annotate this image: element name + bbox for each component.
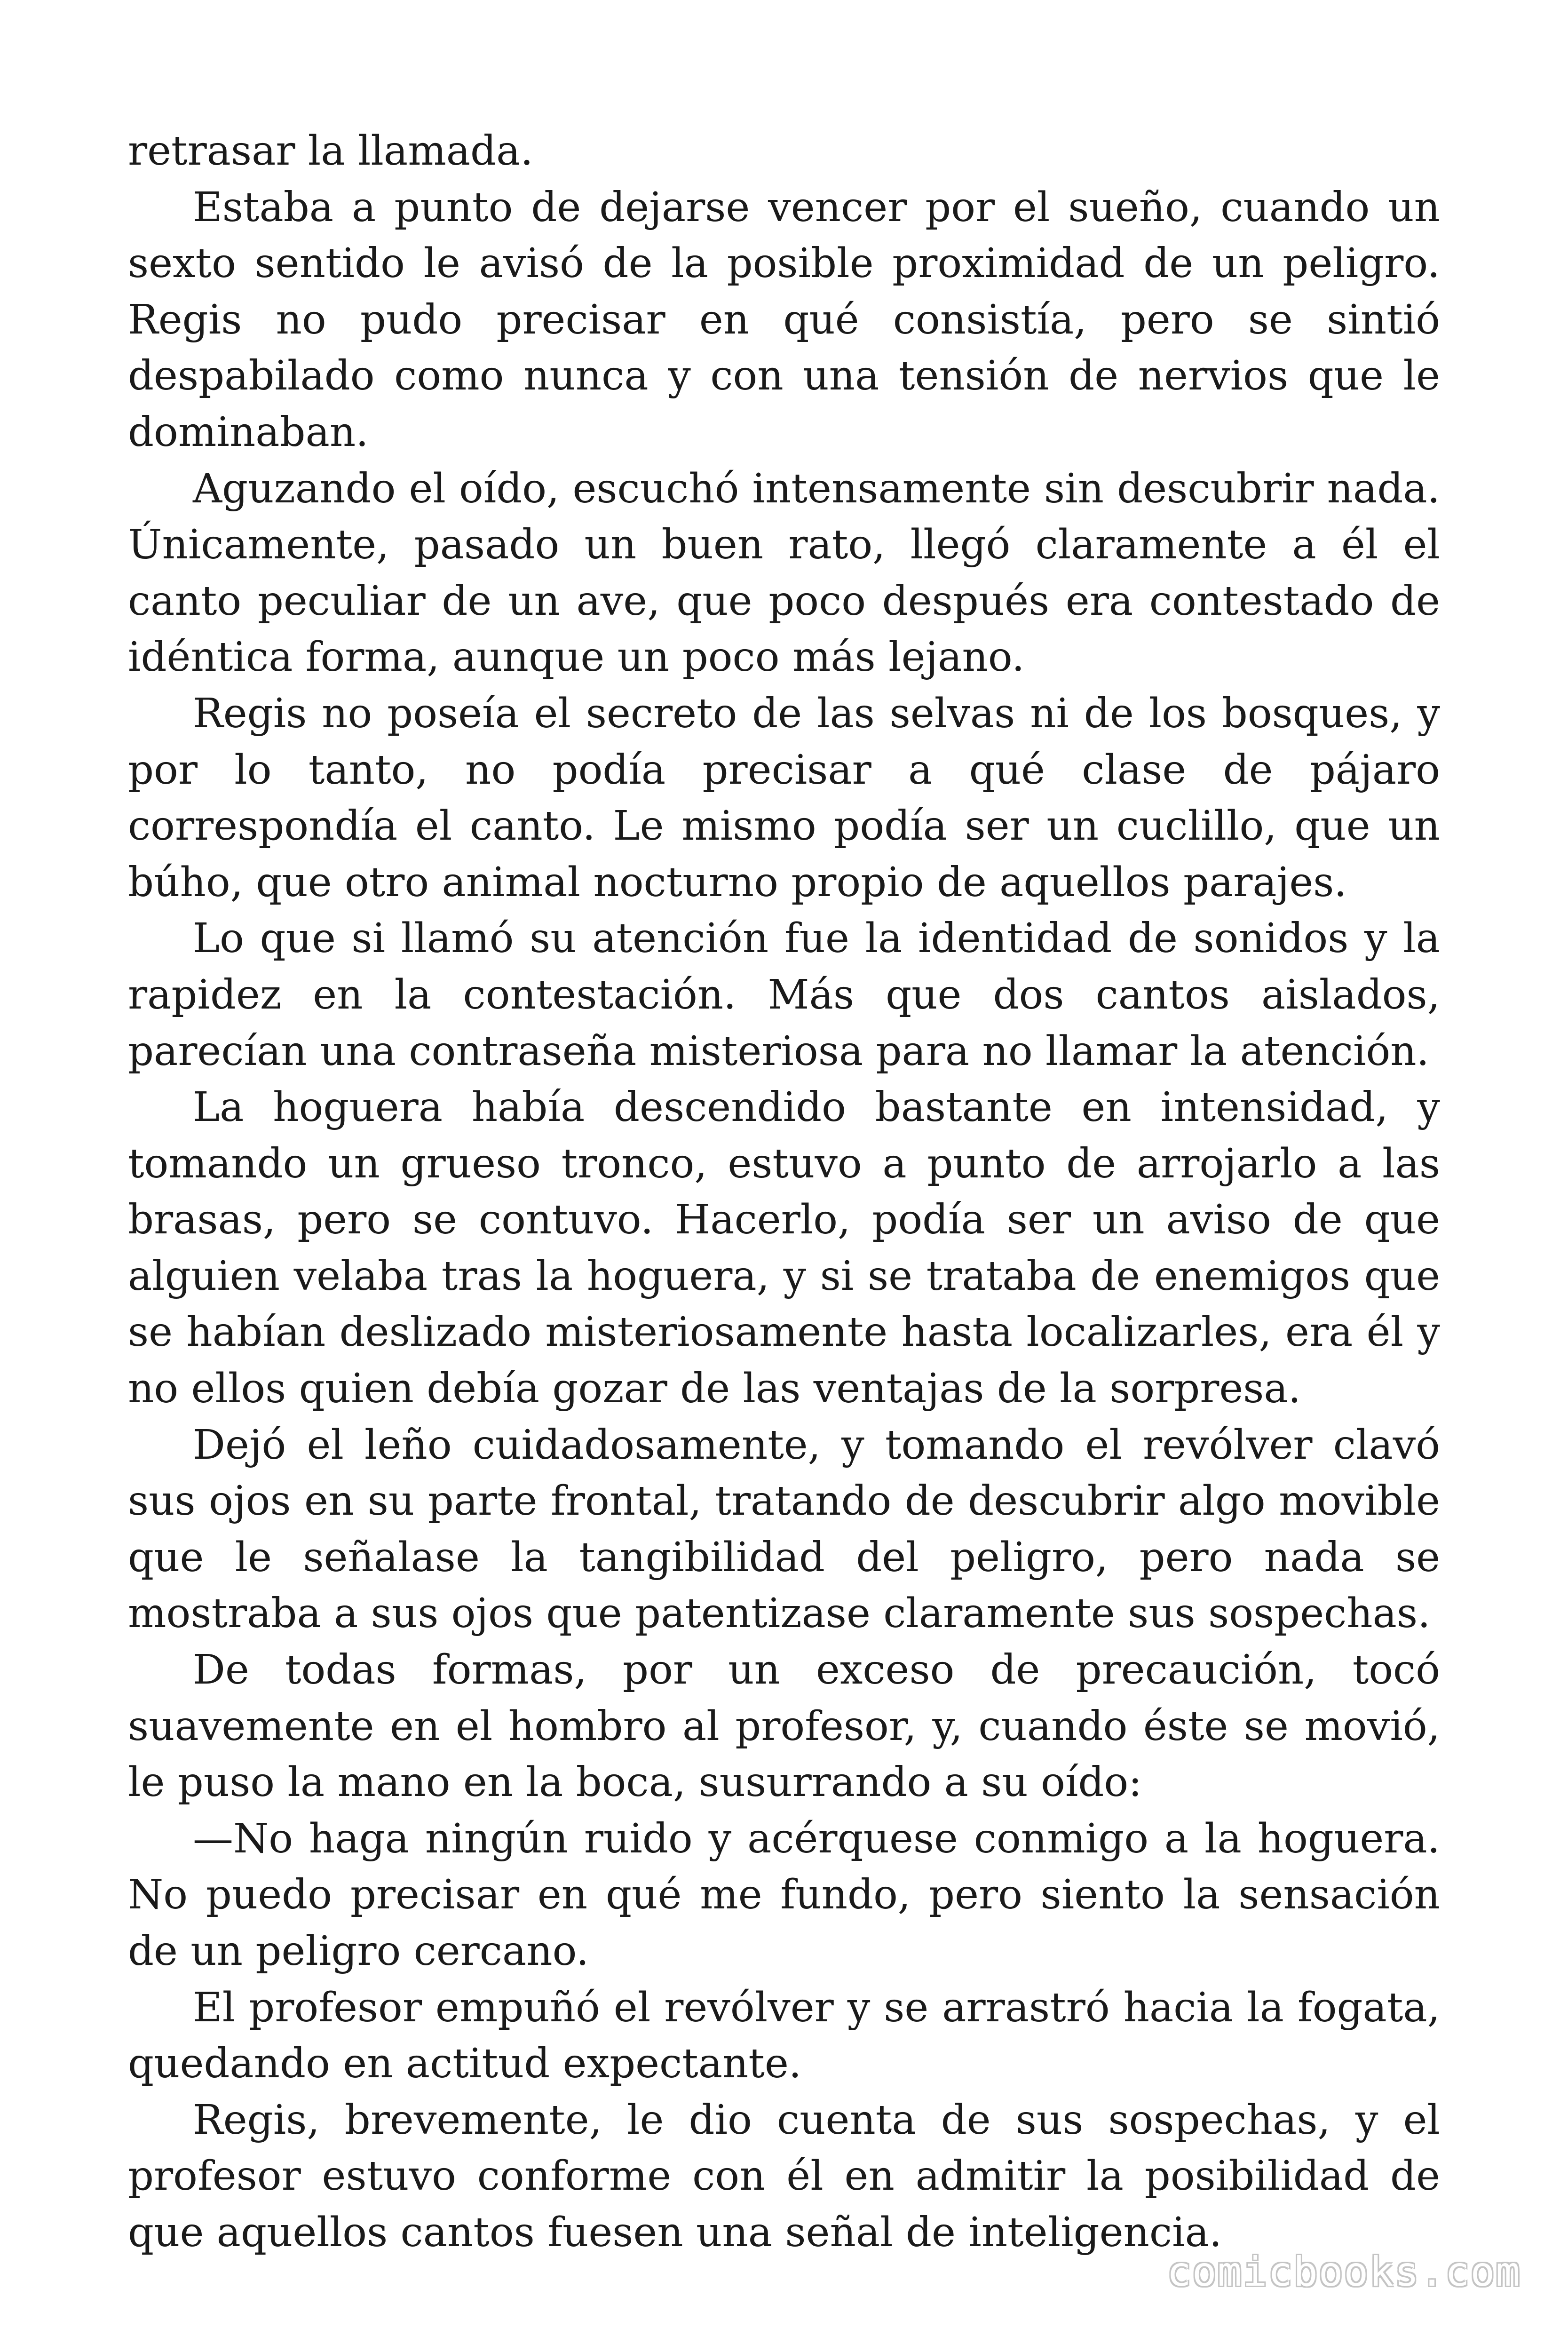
paragraph: Regis, brevemente, le dio cuenta de sus sospechas, y el profesor estuvo conforme con él en admitir la posibilidad de que aquellos cantos fuesen una señal de inteligencia. <box>128 2096 1440 2256</box>
paragraph: Aguzando el oído, escuchó intensamente sin descubrir nada. Únicamente, pasado un buen rato, llegó claramente a él el canto peculiar de un ave, que poco después era contestado de idéntica forma, aunque un poco más lejano. <box>128 465 1440 681</box>
dialogue-paragraph: —No haga ningún ruido y acérquese conmigo a la hoguera. No puedo precisar en qué me fundo, pero siento la sensación de un peligro cercano. <box>128 1815 1440 1975</box>
paragraph: De todas formas, por un exceso de precaución, tocó suavemente en el hombro al profesor, y, cuando éste se movió, le puso la mano en la boca, susurrando a su oído: <box>128 1646 1440 1806</box>
page-text <box>128 123 1440 2261</box>
paragraph-continuation: retrasar la llamada. <box>128 127 533 175</box>
paragraph: La hoguera había descendido bastante en intensidad, y tomando un grueso tronco, estuvo a punto de arrojarlo a las brasas, pero se contuvo. Hacerlo, podía ser un aviso de que alguien velaba tras la hoguera, y si se trataba de enemigos que se habían deslizado misteriosamente hasta localizarles, era él y no ellos quien debía gozar de las ventajas de la sorpresa. <box>128 1084 1440 1413</box>
paragraph: Regis no poseía el secreto de las selvas ni de los bosques, y por lo tanto, no podía precisar a qué clase de pájaro correspondía el canto. Le mismo podía ser un cuclillo, que un búho, que otro animal nocturno propio de aquellos parajes. <box>128 690 1440 906</box>
paragraph: Dejó el leño cuidadosamente, y tomando el revólver clavó sus ojos en su parte frontal, tratando de descubrir algo movible que le señalase la tangibilidad del peligro, pero nada se mostraba a sus ojos que patentizase claramente sus sospechas. <box>128 1421 1440 1637</box>
paragraph: El profesor empuñó el revólver y se arrastró hacia la fogata, quedando en actitud expectante. <box>128 1984 1440 2088</box>
watermark: comicbooks.com <box>1167 2249 1521 2296</box>
paragraph: Estaba a punto de dejarse vencer por el sueño, cuando un sexto sentido le avisó de la posible proximidad de un peligro. Regis no pudo precisar en qué consistía, pero se sintió despabilado como nunca y con una tensión de nervios que le dominaban. <box>128 183 1440 456</box>
paragraph: Lo que si llamó su atención fue la identidad de sonidos y la rapidez en la contestación. Más que dos cantos aislados, parecían una contraseña misteriosa para no llamar la atención. <box>128 915 1440 1075</box>
